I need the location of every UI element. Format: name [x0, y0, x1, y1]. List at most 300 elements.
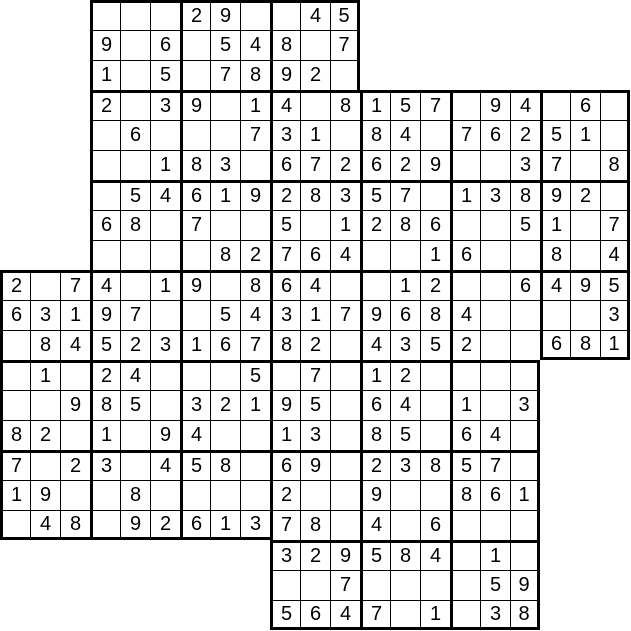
sudoku-cell[interactable] — [330, 420, 360, 450]
sudoku-cell: 8 — [510, 180, 540, 210]
sudoku-cell: 3 — [510, 390, 540, 420]
sudoku-cell[interactable] — [210, 210, 240, 240]
sudoku-cell: 5 — [240, 360, 270, 390]
sudoku-cell: 9 — [60, 390, 90, 420]
sudoku-cell: 4 — [390, 390, 420, 420]
empty-space — [30, 150, 60, 180]
empty-space — [0, 120, 30, 150]
sudoku-cell[interactable] — [150, 210, 180, 240]
sudoku-cell: 7 — [0, 450, 30, 480]
sudoku-cell[interactable] — [60, 420, 90, 450]
empty-space — [600, 540, 630, 570]
empty-space — [60, 60, 90, 90]
sudoku-cell[interactable] — [600, 90, 630, 120]
sudoku-cell[interactable] — [60, 480, 90, 510]
sudoku-cell: 8 — [240, 60, 270, 90]
sudoku-cell: 6 — [300, 600, 330, 630]
empty-space — [30, 180, 60, 210]
sudoku-cell[interactable] — [450, 90, 480, 120]
sudoku-cell[interactable] — [180, 240, 210, 270]
sudoku-cell[interactable] — [210, 270, 240, 300]
sudoku-cell[interactable] — [480, 330, 510, 360]
sudoku-cell: 3 — [390, 330, 420, 360]
sudoku-cell[interactable] — [330, 480, 360, 510]
sudoku-cell[interactable] — [480, 210, 510, 240]
empty-space — [540, 570, 570, 600]
sudoku-cell[interactable] — [570, 240, 600, 270]
sudoku-cell: 1 — [420, 600, 450, 630]
sudoku-cell[interactable] — [450, 360, 480, 390]
sudoku-cell[interactable] — [120, 90, 150, 120]
sudoku-cell[interactable] — [480, 300, 510, 330]
empty-space — [0, 150, 30, 180]
sudoku-cell[interactable] — [150, 480, 180, 510]
sudoku-cell[interactable] — [150, 120, 180, 150]
sudoku-cell[interactable] — [510, 240, 540, 270]
sudoku-cell: 8 — [600, 150, 630, 180]
sudoku-cell: 6 — [360, 150, 390, 180]
sudoku-cell: 7 — [420, 90, 450, 120]
sudoku-cell: 7 — [540, 150, 570, 180]
empty-space — [120, 540, 150, 570]
sudoku-cell: 9 — [180, 90, 210, 120]
empty-space — [540, 390, 570, 420]
empty-space — [90, 540, 120, 570]
sudoku-cell[interactable] — [330, 60, 360, 90]
empty-space — [240, 570, 270, 600]
sudoku-cell: 1 — [60, 300, 90, 330]
sudoku-cell: 8 — [570, 330, 600, 360]
sudoku-cell: 2 — [390, 360, 420, 390]
empty-space — [450, 60, 480, 90]
empty-space — [150, 540, 180, 570]
sudoku-cell: 3 — [150, 330, 180, 360]
empty-space — [30, 60, 60, 90]
sudoku-cell[interactable] — [150, 300, 180, 330]
sudoku-cell[interactable] — [30, 450, 60, 480]
sudoku-cell[interactable] — [420, 390, 450, 420]
sudoku-cell[interactable] — [270, 360, 300, 390]
empty-space — [360, 0, 390, 30]
sudoku-cell[interactable] — [480, 390, 510, 420]
sudoku-cell: 8 — [420, 300, 450, 330]
sudoku-cell[interactable] — [390, 240, 420, 270]
sudoku-cell: 1 — [450, 180, 480, 210]
empty-space — [510, 30, 540, 60]
sudoku-cell[interactable] — [120, 60, 150, 90]
sudoku-cell: 4 — [90, 270, 120, 300]
empty-space — [570, 390, 600, 420]
sudoku-cell: 6 — [570, 90, 600, 120]
empty-space — [60, 30, 90, 60]
sudoku-cell: 2 — [420, 270, 450, 300]
sudoku-cell[interactable] — [420, 570, 450, 600]
sudoku-cell[interactable] — [450, 210, 480, 240]
sudoku-cell: 1 — [150, 150, 180, 180]
sudoku-cell: 9 — [90, 30, 120, 60]
sudoku-cell[interactable] — [90, 480, 120, 510]
sudoku-cell[interactable] — [90, 150, 120, 180]
sudoku-cell[interactable] — [120, 270, 150, 300]
sudoku-cell: 5 — [180, 450, 210, 480]
sudoku-cell[interactable] — [150, 240, 180, 270]
sudoku-cell: 3 — [150, 90, 180, 120]
sudoku-cell: 2 — [570, 180, 600, 210]
empty-space — [600, 390, 630, 420]
empty-space — [210, 540, 240, 570]
empty-space — [30, 0, 60, 30]
sudoku-cell: 9 — [360, 480, 390, 510]
sudoku-cell: 7 — [300, 150, 330, 180]
empty-space — [600, 0, 630, 30]
sudoku-cell[interactable] — [240, 450, 270, 480]
sudoku-cell: 7 — [600, 210, 630, 240]
sudoku-cell: 1 — [30, 360, 60, 390]
sudoku-cell[interactable] — [210, 120, 240, 150]
sudoku-cell: 5 — [120, 180, 150, 210]
sudoku-cell[interactable] — [240, 480, 270, 510]
empty-space — [60, 600, 90, 630]
sudoku-cell: 6 — [150, 30, 180, 60]
sudoku-cell[interactable] — [330, 510, 360, 540]
sudoku-cell: 2 — [180, 0, 210, 30]
sudoku-cell: 5 — [150, 60, 180, 90]
empty-space — [0, 0, 30, 30]
sudoku-cell[interactable] — [330, 390, 360, 420]
sudoku-cell: 5 — [450, 450, 480, 480]
sudoku-cell[interactable] — [570, 210, 600, 240]
empty-space — [390, 60, 420, 90]
empty-space — [30, 540, 60, 570]
sudoku-cell[interactable] — [600, 120, 630, 150]
empty-space — [210, 570, 240, 600]
sudoku-cell: 6 — [510, 270, 540, 300]
sudoku-cell: 2 — [300, 60, 330, 90]
sudoku-cell[interactable] — [420, 360, 450, 390]
empty-space — [90, 600, 120, 630]
sudoku-cell[interactable] — [90, 0, 120, 30]
sudoku-cell: 1 — [180, 330, 210, 360]
sudoku-cell: 6 — [540, 330, 570, 360]
sudoku-cell: 5 — [360, 540, 390, 570]
sudoku-cell: 8 — [330, 90, 360, 120]
sudoku-cell: 1 — [270, 420, 300, 450]
empty-space — [60, 540, 90, 570]
sudoku-cell: 8 — [210, 450, 240, 480]
empty-space — [60, 90, 90, 120]
sudoku-cell[interactable] — [420, 180, 450, 210]
sudoku-cell: 9 — [570, 270, 600, 300]
empty-space — [180, 540, 210, 570]
sudoku-cell[interactable] — [0, 390, 30, 420]
empty-space — [360, 60, 390, 90]
sudoku-cell[interactable] — [510, 420, 540, 450]
sudoku-cell: 6 — [90, 210, 120, 240]
sudoku-cell: 2 — [510, 120, 540, 150]
sudoku-cell: 1 — [150, 270, 180, 300]
empty-space — [120, 570, 150, 600]
empty-space — [0, 210, 30, 240]
sudoku-cell[interactable] — [90, 240, 120, 270]
sudoku-cell: 2 — [120, 330, 150, 360]
sudoku-cell[interactable] — [270, 570, 300, 600]
empty-space — [60, 150, 90, 180]
sudoku-cell: 4 — [240, 30, 270, 60]
sudoku-cell[interactable] — [300, 90, 330, 120]
sudoku-cell: 3 — [510, 150, 540, 180]
sudoku-cell[interactable] — [510, 540, 540, 570]
sudoku-cell: 1 — [240, 90, 270, 120]
sudoku-cell[interactable] — [510, 360, 540, 390]
empty-space — [180, 570, 210, 600]
sudoku-cell: 7 — [330, 570, 360, 600]
sudoku-cell: 3 — [240, 510, 270, 540]
sudoku-cell[interactable] — [540, 300, 570, 330]
sudoku-cell[interactable] — [0, 510, 30, 540]
sudoku-cell[interactable] — [450, 540, 480, 570]
sudoku-cell: 2 — [450, 330, 480, 360]
sudoku-cell: 1 — [210, 510, 240, 540]
sudoku-cell: 8 — [120, 210, 150, 240]
empty-space — [420, 30, 450, 60]
empty-space — [480, 30, 510, 60]
sudoku-cell[interactable] — [210, 420, 240, 450]
empty-space — [390, 0, 420, 30]
sudoku-cell[interactable] — [420, 120, 450, 150]
sudoku-cell: 8 — [90, 390, 120, 420]
sudoku-cell[interactable] — [120, 240, 150, 270]
empty-space — [420, 0, 450, 30]
sudoku-cell: 8 — [60, 510, 90, 540]
sudoku-cell[interactable] — [210, 480, 240, 510]
empty-space — [30, 600, 60, 630]
sudoku-cell[interactable] — [120, 0, 150, 30]
empty-space — [600, 360, 630, 390]
empty-space — [30, 120, 60, 150]
sudoku-cell: 5 — [420, 330, 450, 360]
sudoku-cell[interactable] — [30, 390, 60, 420]
sudoku-cell: 5 — [120, 390, 150, 420]
sudoku-cell: 3 — [300, 420, 330, 450]
sudoku-cell[interactable] — [480, 150, 510, 180]
sudoku-cell: 2 — [0, 270, 30, 300]
sudoku-cell: 4 — [360, 510, 390, 540]
sudoku-cell: 9 — [270, 390, 300, 420]
sudoku-cell[interactable] — [300, 30, 330, 60]
sudoku-cell[interactable] — [330, 450, 360, 480]
sudoku-cell[interactable] — [150, 0, 180, 30]
sudoku-cell[interactable] — [150, 390, 180, 420]
sudoku-cell: 7 — [330, 300, 360, 330]
sudoku-cell[interactable] — [390, 480, 420, 510]
sudoku-cell: 4 — [360, 330, 390, 360]
sudoku-cell[interactable] — [480, 240, 510, 270]
sudoku-cell: 5 — [510, 210, 540, 240]
empty-space — [30, 210, 60, 240]
sudoku-cell[interactable] — [180, 60, 210, 90]
sudoku-cell[interactable] — [180, 120, 210, 150]
sudoku-cell: 4 — [420, 540, 450, 570]
empty-space — [450, 30, 480, 60]
sudoku-cell: 7 — [180, 210, 210, 240]
empty-space — [570, 360, 600, 390]
sudoku-cell: 6 — [270, 270, 300, 300]
sudoku-cell: 1 — [0, 480, 30, 510]
sudoku-cell[interactable] — [240, 420, 270, 450]
sudoku-cell[interactable] — [570, 300, 600, 330]
empty-space — [570, 480, 600, 510]
sudoku-cell[interactable] — [180, 360, 210, 390]
sudoku-cell[interactable] — [510, 330, 540, 360]
empty-space — [570, 450, 600, 480]
sudoku-cell[interactable] — [240, 0, 270, 30]
sudoku-cell[interactable] — [300, 570, 330, 600]
sudoku-cell[interactable] — [390, 570, 420, 600]
sudoku-cell: 1 — [510, 480, 540, 510]
sudoku-cell: 4 — [390, 120, 420, 150]
sudoku-cell[interactable] — [180, 300, 210, 330]
sudoku-cell: 8 — [540, 240, 570, 270]
sudoku-cell[interactable] — [510, 510, 540, 540]
sudoku-cell[interactable] — [420, 480, 450, 510]
sudoku-cell: 6 — [180, 510, 210, 540]
sudoku-cell: 3 — [480, 600, 510, 630]
sudoku-cell[interactable] — [450, 510, 480, 540]
empty-space — [480, 0, 510, 30]
sudoku-cell[interactable] — [150, 360, 180, 390]
empty-space — [570, 570, 600, 600]
sudoku-cell[interactable] — [510, 450, 540, 480]
sudoku-cell: 4 — [300, 270, 330, 300]
sudoku-cell: 9 — [420, 150, 450, 180]
sudoku-cell: 4 — [330, 240, 360, 270]
sudoku-cell: 9 — [180, 270, 210, 300]
sudoku-cell[interactable] — [510, 300, 540, 330]
sudoku-cell: 6 — [180, 180, 210, 210]
sudoku-cell[interactable] — [480, 510, 510, 540]
sudoku-cell: 2 — [300, 330, 330, 360]
sudoku-cell[interactable] — [570, 150, 600, 180]
sudoku-cell[interactable] — [330, 360, 360, 390]
sudoku-cell[interactable] — [90, 510, 120, 540]
sudoku-cell[interactable] — [210, 360, 240, 390]
sudoku-cell[interactable] — [540, 90, 570, 120]
sudoku-cell: 8 — [390, 210, 420, 240]
sudoku-cell: 4 — [240, 300, 270, 330]
sudoku-cell: 9 — [300, 450, 330, 480]
sudoku-cell[interactable] — [0, 360, 30, 390]
sudoku-cell: 2 — [360, 450, 390, 480]
sudoku-cell: 8 — [390, 540, 420, 570]
sudoku-cell[interactable] — [240, 150, 270, 180]
sudoku-cell: 1 — [240, 390, 270, 420]
sudoku-cell: 8 — [270, 330, 300, 360]
sudoku-cell[interactable] — [210, 90, 240, 120]
sudoku-cell[interactable] — [300, 480, 330, 510]
empty-space — [540, 0, 570, 30]
sudoku-cell: 3 — [600, 300, 630, 330]
sudoku-cell[interactable] — [330, 330, 360, 360]
sudoku-cell[interactable] — [180, 30, 210, 60]
sudoku-cell: 7 — [270, 510, 300, 540]
sudoku-cell: 1 — [570, 120, 600, 150]
sudoku-cell: 5 — [300, 390, 330, 420]
sudoku-cell: 6 — [300, 240, 330, 270]
sudoku-cell[interactable] — [450, 270, 480, 300]
empty-space — [0, 540, 30, 570]
sudoku-cell[interactable] — [0, 330, 30, 360]
sudoku-cell[interactable] — [30, 270, 60, 300]
sudoku-cell[interactable] — [390, 600, 420, 630]
empty-space — [120, 600, 150, 630]
empty-space — [540, 480, 570, 510]
sudoku-cell: 1 — [480, 540, 510, 570]
empty-space — [60, 0, 90, 30]
sudoku-cell: 2 — [210, 390, 240, 420]
sudoku-cell: 7 — [120, 300, 150, 330]
empty-space — [600, 570, 630, 600]
sudoku-cell: 4 — [480, 420, 510, 450]
sudoku-cell: 2 — [270, 180, 300, 210]
sudoku-cell[interactable] — [480, 360, 510, 390]
sudoku-cell: 8 — [180, 150, 210, 180]
sudoku-cell[interactable] — [360, 240, 390, 270]
empty-space — [390, 30, 420, 60]
sudoku-cell[interactable] — [300, 210, 330, 240]
sudoku-cell[interactable] — [90, 120, 120, 150]
sudoku-cell[interactable] — [120, 30, 150, 60]
sudoku-cell: 9 — [30, 480, 60, 510]
sudoku-cell[interactable] — [120, 450, 150, 480]
sudoku-cell[interactable] — [480, 270, 510, 300]
sudoku-cell[interactable] — [330, 120, 360, 150]
sudoku-cell[interactable] — [180, 480, 210, 510]
empty-space — [150, 570, 180, 600]
sudoku-cell: 7 — [240, 330, 270, 360]
sudoku-cell[interactable] — [450, 570, 480, 600]
sudoku-cell: 8 — [300, 180, 330, 210]
sudoku-cell: 5 — [270, 600, 300, 630]
sudoku-cell: 2 — [390, 150, 420, 180]
empty-space — [600, 30, 630, 60]
sudoku-cell[interactable] — [360, 570, 390, 600]
sudoku-cell: 8 — [360, 420, 390, 450]
sudoku-cell[interactable] — [450, 600, 480, 630]
sudoku-cell[interactable] — [120, 420, 150, 450]
sudoku-cell: 3 — [90, 450, 120, 480]
sudoku-cell: 7 — [60, 270, 90, 300]
sudoku-cell[interactable] — [450, 150, 480, 180]
sudoku-cell[interactable] — [600, 180, 630, 210]
sudoku-cell[interactable] — [60, 360, 90, 390]
sudoku-cell: 2 — [60, 450, 90, 480]
sudoku-cell[interactable] — [270, 0, 300, 30]
sudoku-cell[interactable] — [420, 420, 450, 450]
sudoku-cell: 4 — [450, 300, 480, 330]
empty-space — [570, 600, 600, 630]
sudoku-cell: 7 — [330, 30, 360, 60]
sudoku-cell: 2 — [270, 480, 300, 510]
sudoku-cell: 6 — [120, 120, 150, 150]
sudoku-cell[interactable] — [90, 180, 120, 210]
sudoku-cell[interactable] — [330, 270, 360, 300]
sudoku-cell[interactable] — [240, 210, 270, 240]
empty-space — [540, 450, 570, 480]
sudoku-cell[interactable] — [360, 270, 390, 300]
sudoku-cell[interactable] — [120, 150, 150, 180]
sudoku-cell[interactable] — [390, 510, 420, 540]
sudoku-cell: 3 — [270, 300, 300, 330]
